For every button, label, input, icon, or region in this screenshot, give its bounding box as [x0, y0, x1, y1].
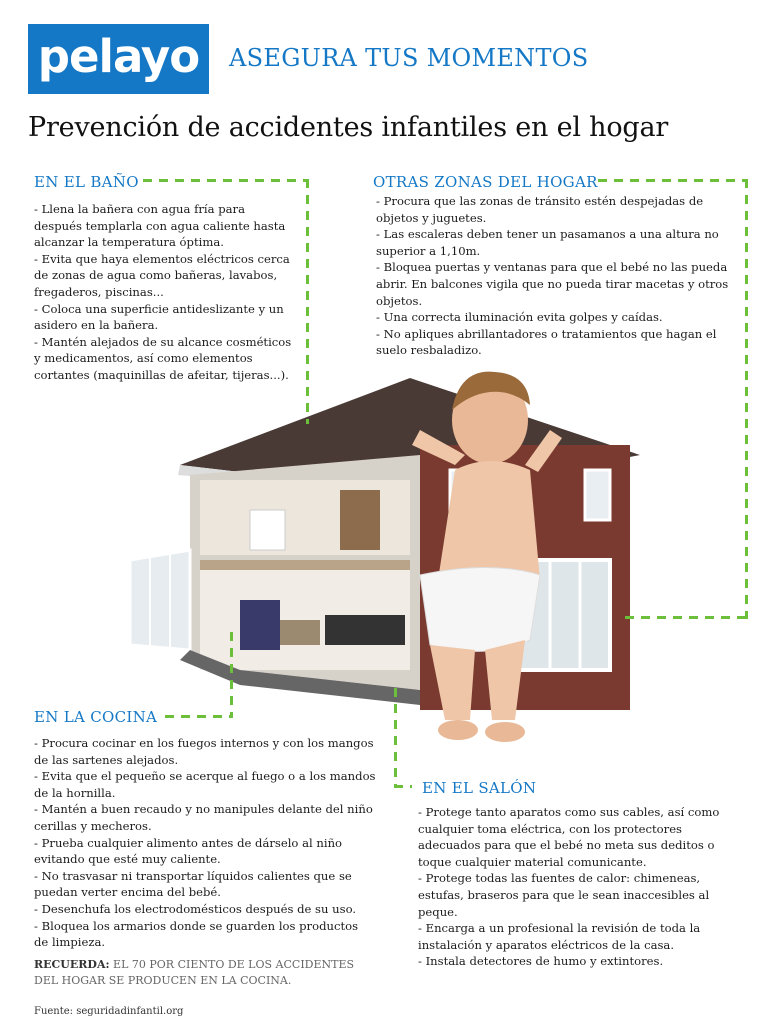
list-item: - Desenchufa los electrodomésticos después de su uso. — [34, 901, 357, 916]
dash-line — [306, 179, 309, 424]
list-item: - Bloquea los armarios donde se guarden los productos de limpieza. — [34, 918, 359, 950]
dash-line — [598, 179, 748, 182]
section-title-salon: EN EL SALÓN — [422, 779, 537, 797]
dash-line — [394, 785, 412, 788]
list-item: - Instala detectores de humo y extintores. — [418, 954, 664, 969]
dash-line — [625, 616, 748, 619]
list-item: - Evita que haya elementos eléctricos cerca de zonas de agua como bañeras, lavabos, fregaderos, piscinas... — [34, 251, 290, 299]
pelayo-logo — [28, 24, 209, 94]
list-item: - Protege todas las fuentes de calor: chimeneas, estufas, braseros para que le sean inaccesibles al peque. — [418, 871, 710, 919]
list-item: - Procura cocinar en los fuegos internos y con los mangos de las sartenes alejados. — [34, 736, 374, 767]
section-text-cocina — [34, 735, 376, 951]
section-text-salon — [418, 804, 720, 970]
section-title-otras: OTRAS ZONAS DEL HOGAR — [373, 173, 598, 191]
list-item: - Llena la bañera con agua fría para después templarla con agua caliente hasta alcanzar la temperatura óptima. — [34, 202, 286, 250]
dash-line — [165, 715, 233, 718]
glass-annex — [130, 550, 190, 650]
list-item: - No apliques abrillantadores o tratamientos que hagan el suelo resbaladizo. — [376, 326, 717, 358]
list-item: - Mantén a buen recaudo y no manipules delante del niño cerillas y mecheros. — [34, 802, 373, 833]
list-item: - Bloquea puertas y ventanas para que el bebé no las pueda abrir. En balcones vigila que no pueda tirar macetas y otros objetos. — [376, 260, 729, 308]
list-item: - Protege tanto aparatos como sus cables, así como cualquier toma eléctrica, con los protectores adecuados para que el bebé no meta sus deditos o toque cualquier material comunicante. — [418, 805, 720, 869]
section-text-bano — [34, 201, 296, 384]
list-item: - Procura que las zonas de tránsito estén despejadas de objetos y juguetes. — [376, 194, 704, 225]
house-baby-illustration — [120, 360, 660, 770]
tagline: ASEGURA TUS MOMENTOS — [229, 44, 589, 72]
source-credit: Fuente: seguridadinfantil.org — [34, 1006, 184, 1017]
brand-wordmark: pelayo — [37, 29, 200, 83]
list-item: - Una correcta iluminación evita golpes y caídas. — [376, 310, 663, 325]
dash-line — [230, 632, 233, 718]
list-item: - Coloca una superficie antideslizante y un asidero en la bañera. — [34, 301, 284, 333]
reminder-note — [34, 957, 354, 989]
section-title-cocina: EN LA COCINA — [34, 708, 158, 726]
section-title-bano: EN EL BAÑO — [34, 173, 139, 191]
list-item: - Encarga a un profesional la revisión de toda la instalación y aparatos eléctricos de la casa. — [418, 921, 701, 952]
dash-line — [745, 179, 748, 619]
list-item: - Las escaleras deben tener un pasamanos a una altura no superior a 1,10m. — [376, 227, 719, 258]
dash-line — [394, 688, 397, 788]
list-item: - Evita que el pequeño se acerque al fuego o a los mandos de la hornilla. — [34, 769, 376, 800]
list-item: - No trasvasar ni transportar líquidos calientes que se puedan verter encima del bebé. — [34, 868, 352, 900]
list-item: - Prueba cualquier alimento antes de dárselo al niño evitando que esté muy caliente. — [34, 835, 343, 867]
reminder-line-1: EL 70 POR CIENTO DE LOS ACCIDENTES — [113, 958, 355, 971]
list-item: - Mantén alejados de su alcance cosméticos y medicamentos, así como elementos cortantes (maquinillas de afeitar, tijeras...). — [34, 334, 292, 382]
section-text-otras — [376, 193, 732, 359]
reminder-line-2: DEL HOGAR SE PRODUCEN EN LA COCINA. — [34, 974, 292, 987]
reminder-label: RECUERDA: — [34, 958, 110, 971]
page-title: Prevención de accidentes infantiles en el hogar — [28, 112, 669, 143]
dash-line — [143, 179, 309, 182]
